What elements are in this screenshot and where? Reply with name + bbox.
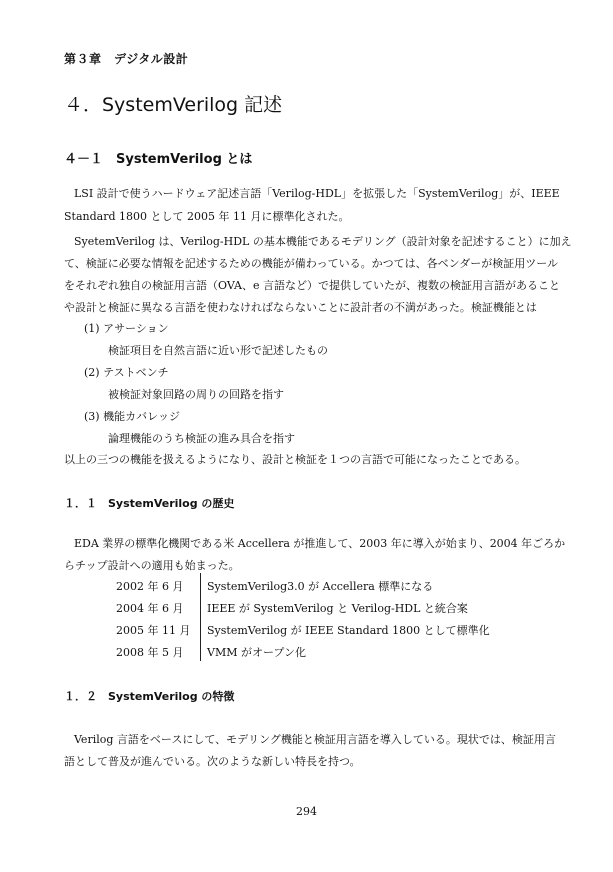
paragraph-line: 語として普及が進んでいる。次のような新しい特長を持つ。 [64,755,361,768]
list-item-label: (3) 機能カバレッジ [84,410,180,423]
history-event: VMM がオープン化 [207,646,306,659]
list-item-description: 被検証対象回路の周りの回路を指す [108,388,284,401]
history-date: 2004 年 6 月 [116,602,184,615]
paragraph-line: Verilog 言語をベースにして、モデリング機能と検証用言語を導入している。現状では、検証用言 [74,733,556,746]
chapter-header: 第３章 デジタル設計 [64,52,189,66]
paragraph-line: て、検証に必要な情報を記述するための機能が備わっている。かつては、各ベンダーが検証用ツール [64,257,559,270]
paragraph-line: EDA 業界の標準化機関である米 Accellera が推進して、2003 年に導入が始まり、2004 年ごろか [74,537,566,550]
page-title: ４．SystemVerilog 記述 [64,94,283,116]
history-row [112,617,490,639]
history-event: SystemVerilog3.0 が Accellera 標準になる [207,580,434,593]
paragraph-line: や設計と検証に異なる言語を使わなければならないことに設計者の不満があった。検証機能とは [64,301,537,314]
section-heading-4-1: ４－１ SystemVerilog とは [64,152,253,167]
history-date: 2008 年 5 月 [116,646,184,659]
paragraph-line: らチップ設計への適用も始まった。 [64,559,240,572]
history-table [112,573,490,661]
paragraph-line: Standard 1800 として 2005 年 11 月に標準化された。 [64,210,350,223]
history-row [112,639,472,661]
page-number: 294 [296,805,317,818]
history-event: SystemVerilog が IEEE Standard 1800 として標準化 [207,624,490,637]
history-row [112,595,472,617]
paragraph-line: 以上の三つの機能を扱えるようになり、設計と検証を１つの言語で可能になったことである。 [64,453,526,466]
history-date: 2005 年 11 月 [116,624,191,637]
history-date: 2002 年 6 月 [116,580,184,593]
history-row [112,573,472,595]
paragraph-line: をそれぞれ独自の検証用言語（OVA、e 言語など）で提供していたが、複数の検証用言語があること [64,279,560,292]
paragraph-line: SyetemVerilog は、Verilog-HDL の基本機能であるモデリング（設計対象を記述すること）に加え [74,235,572,248]
list-item-label: (2) テストベンチ [84,366,169,379]
paragraph-line: LSI 設計で使うハードウェア記述言語「Verilog-HDL」を拡張した「SystemVerilog」が、IEEE [74,187,560,200]
section-heading-1-2: １．２ SystemVerilog の特徴 [64,690,235,703]
list-item-description: 検証項目を自然言語に近い形で記述したもの [108,344,328,357]
history-event: IEEE が SystemVerilog と Verilog-HDL と統合案 [207,602,468,615]
list-item-description: 論理機能のうち検証の進み具合を指す [108,432,295,445]
section-heading-1-1: １．１ SystemVerilog の歴史 [64,497,235,510]
list-item-label: (1) アサーション [84,322,169,335]
